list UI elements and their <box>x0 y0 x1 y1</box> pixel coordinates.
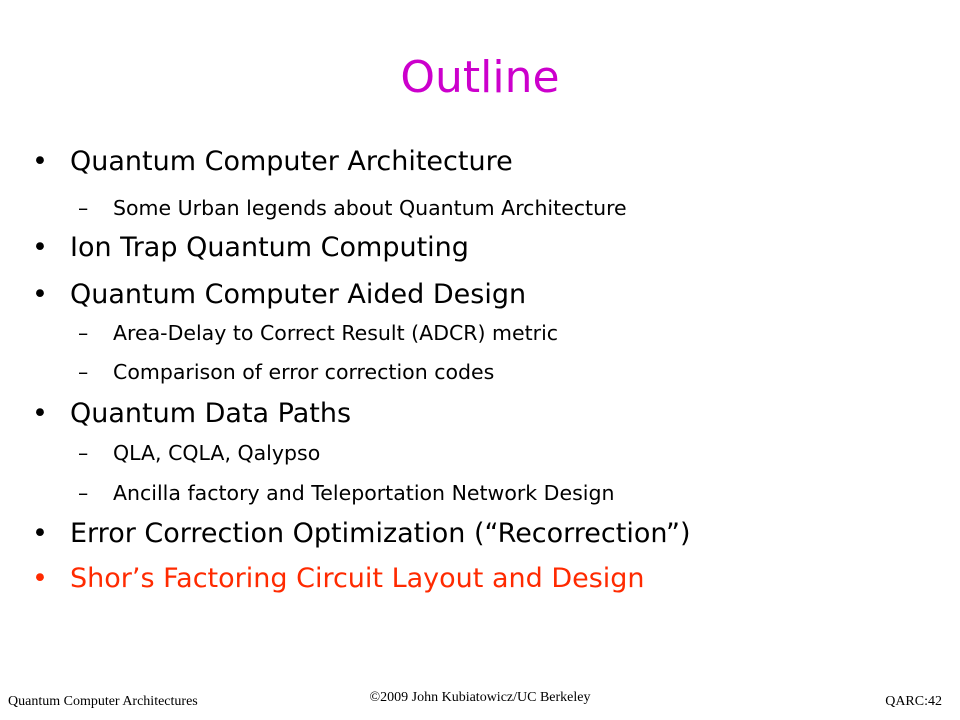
outline-item-text: Quantum Computer Aided Design <box>70 279 527 310</box>
dash-marker: – <box>78 360 89 384</box>
bullet-marker: • <box>32 146 48 177</box>
outline-subitem-text: QLA, CQLA, Qalypso <box>113 441 321 465</box>
outline-subitem-text: Comparison of error correction codes <box>113 360 495 384</box>
dash-marker: – <box>78 321 89 345</box>
outline-item-highlighted <box>32 561 645 597</box>
outline-subitem <box>78 438 321 468</box>
outline-item <box>32 230 469 266</box>
outline-item-text: Quantum Computer Architecture <box>70 146 513 177</box>
outline-item <box>32 516 691 552</box>
outline-subitem <box>78 357 495 387</box>
dash-marker: – <box>78 196 89 220</box>
outline-subitem <box>78 318 559 348</box>
outline-item <box>32 277 527 313</box>
footer-course-title: Quantum Computer Architectures <box>8 694 198 709</box>
bullet-marker: • <box>32 398 48 429</box>
outline-subitem <box>78 478 615 508</box>
outline-item-text: Error Correction Optimization (“Recorrection”) <box>70 518 691 549</box>
outline-subitem-text: Some Urban legends about Quantum Architecture <box>113 196 627 220</box>
outline-subitem-text: Ancilla factory and Teleportation Network Design <box>113 481 615 505</box>
bullet-marker: • <box>32 232 48 263</box>
dash-marker: – <box>78 441 89 465</box>
outline-item <box>32 144 513 180</box>
footer-copyright: ©2009 John Kubiatowicz/UC Berkeley <box>369 690 591 705</box>
dash-marker: – <box>78 481 89 505</box>
outline-subitem <box>78 193 627 223</box>
bullet-marker: • <box>32 563 48 594</box>
bullet-marker: • <box>32 518 48 549</box>
outline-item-text: Shor’s Factoring Circuit Layout and Design <box>70 563 645 594</box>
footer-slide-number: QARC:42 <box>885 694 942 709</box>
outline-subitem-text: Area-Delay to Correct Result (ADCR) metric <box>113 321 559 345</box>
outline-item-text: Ion Trap Quantum Computing <box>70 232 469 263</box>
slide-title: Outline <box>400 52 560 103</box>
outline-item-text: Quantum Data Paths <box>70 398 352 429</box>
outline-item <box>32 396 352 432</box>
bullet-marker: • <box>32 279 48 310</box>
